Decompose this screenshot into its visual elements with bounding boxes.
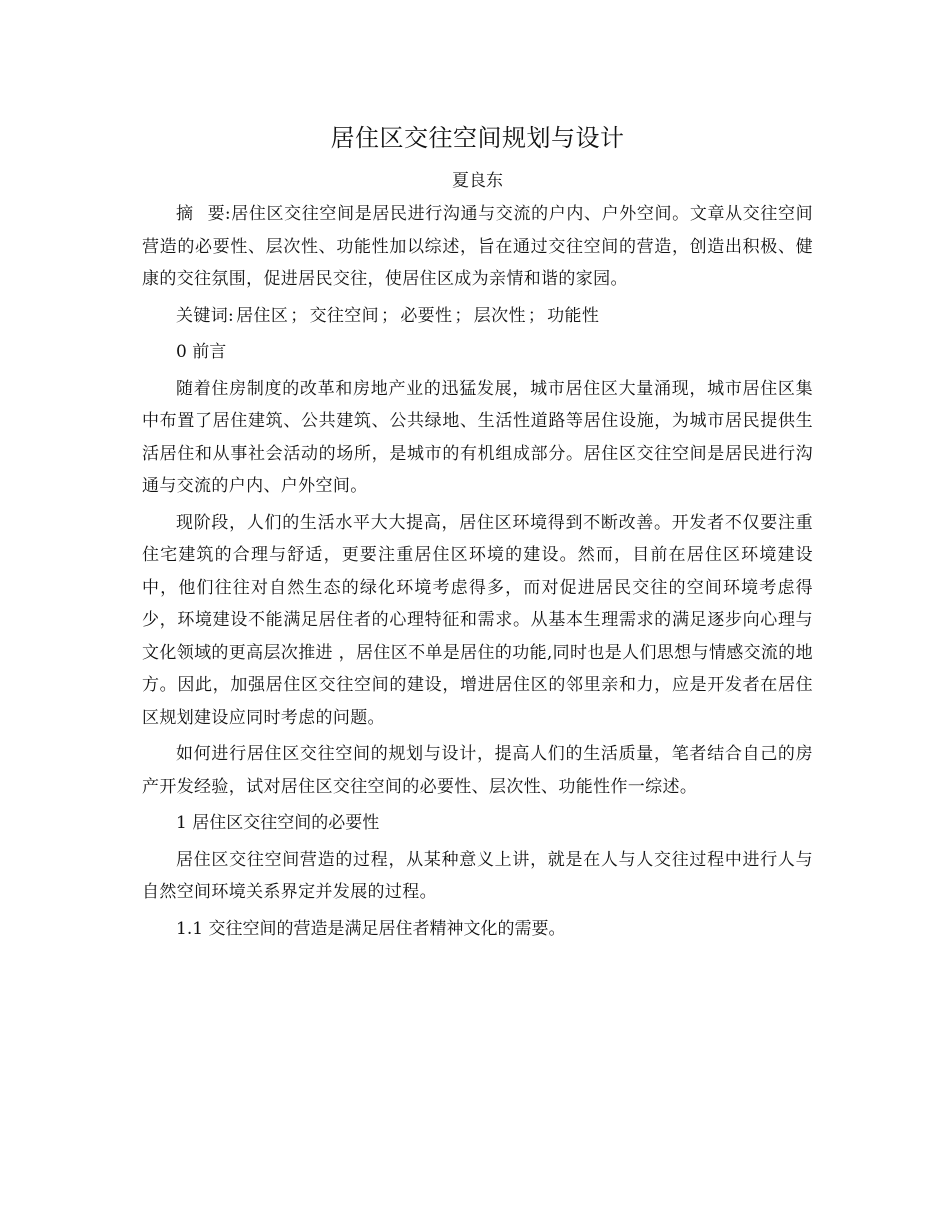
keyword-separator: ；: [527, 305, 546, 326]
document-title: 居住区交往空间规划与设计: [330, 124, 625, 152]
abstract-text: 居住区交往空间是居民进行沟通与交流的户内、户外空间。文章从交往空间营造的必要性、层次性、功能性加以综述，旨在通过交往空间的营造，创造出积极、健康的交往氛围，促进居民交往，使居住区成为亲情和谐的家园。: [142, 204, 813, 289]
section-heading-1: 1 居住区交往空间的必要性: [176, 813, 380, 833]
keyword-separator: ；: [454, 305, 472, 326]
section-heading-intro: 0 前言: [176, 342, 227, 362]
document-page: [142, 120, 813, 945]
keyword-separator: ；: [290, 305, 308, 326]
intro-paragraph-3: 如何进行居住区交往空间的规划与设计，提高人们的生活质量，笔者结合自己的房产开发经验，试对居住区交往空间的必要性、层次性、功能性作一综述。: [142, 744, 813, 797]
keyword-item: 功能性: [547, 305, 600, 326]
section-1-paragraph-1: 居住区交往空间营造的过程，从某种意义上讲，就是在人与人交往过程中进行人与自然空间环境关系界定并发展的过程。: [142, 849, 813, 902]
keyword-item: 层次性: [473, 305, 526, 326]
keyword-separator: ；: [380, 305, 399, 326]
abstract-paragraph: [142, 198, 813, 296]
section-heading-1-1: 1.1 交往空间的营造是满足居住者精神文化的需要。: [176, 918, 566, 939]
keywords-label: 关键词:: [176, 305, 235, 326]
keyword-item: 居住区: [236, 305, 289, 326]
keyword-item: 交往空间: [309, 305, 379, 326]
author-name: 夏良东: [452, 171, 503, 191]
intro-paragraph-2: 现阶段，人们的生活水平大大提高，居住区环境得到不断改善。开发者不仅要注重住宅建筑的合理与舒适，更要注重居住区环境的建设。然而，目前在居住区环境建设中，他们往往对自然生态的绿化环境考虑得多，而对促进居民交往的空间环境考虑得少，环境建设不能满足居住者的心理特征和需求。从基本生理需求的满足逐步向心理与文化领域的更高层次推进 ，居住区不单是居住的功能,同时也是人们思想与情感交流的地方。因此，加强居住区交往空间的建设，增进居住区的邻里亲和力，应是开发者在居住区规划建设应同时考虑的问题。: [142, 512, 813, 728]
abstract-label-left: 摘: [176, 204, 194, 224]
keywords-line: [142, 300, 813, 333]
abstract-colon: :: [224, 204, 231, 224]
intro-paragraph-1: 随着住房制度的改革和房地产业的迅猛发展，城市居住区大量涌现，城市居住区集中布置了居住建筑、公共建筑、公共绿地、生活性道路等居住设施，为城市居民提供生活居住和从事社会活动的场所，是城市的有机组成部分。居住区交往空间是居民进行沟通与交流的户内、户外空间。: [142, 378, 813, 496]
keyword-item: 必要性: [400, 305, 453, 326]
abstract-label-right: 要: [207, 204, 225, 224]
